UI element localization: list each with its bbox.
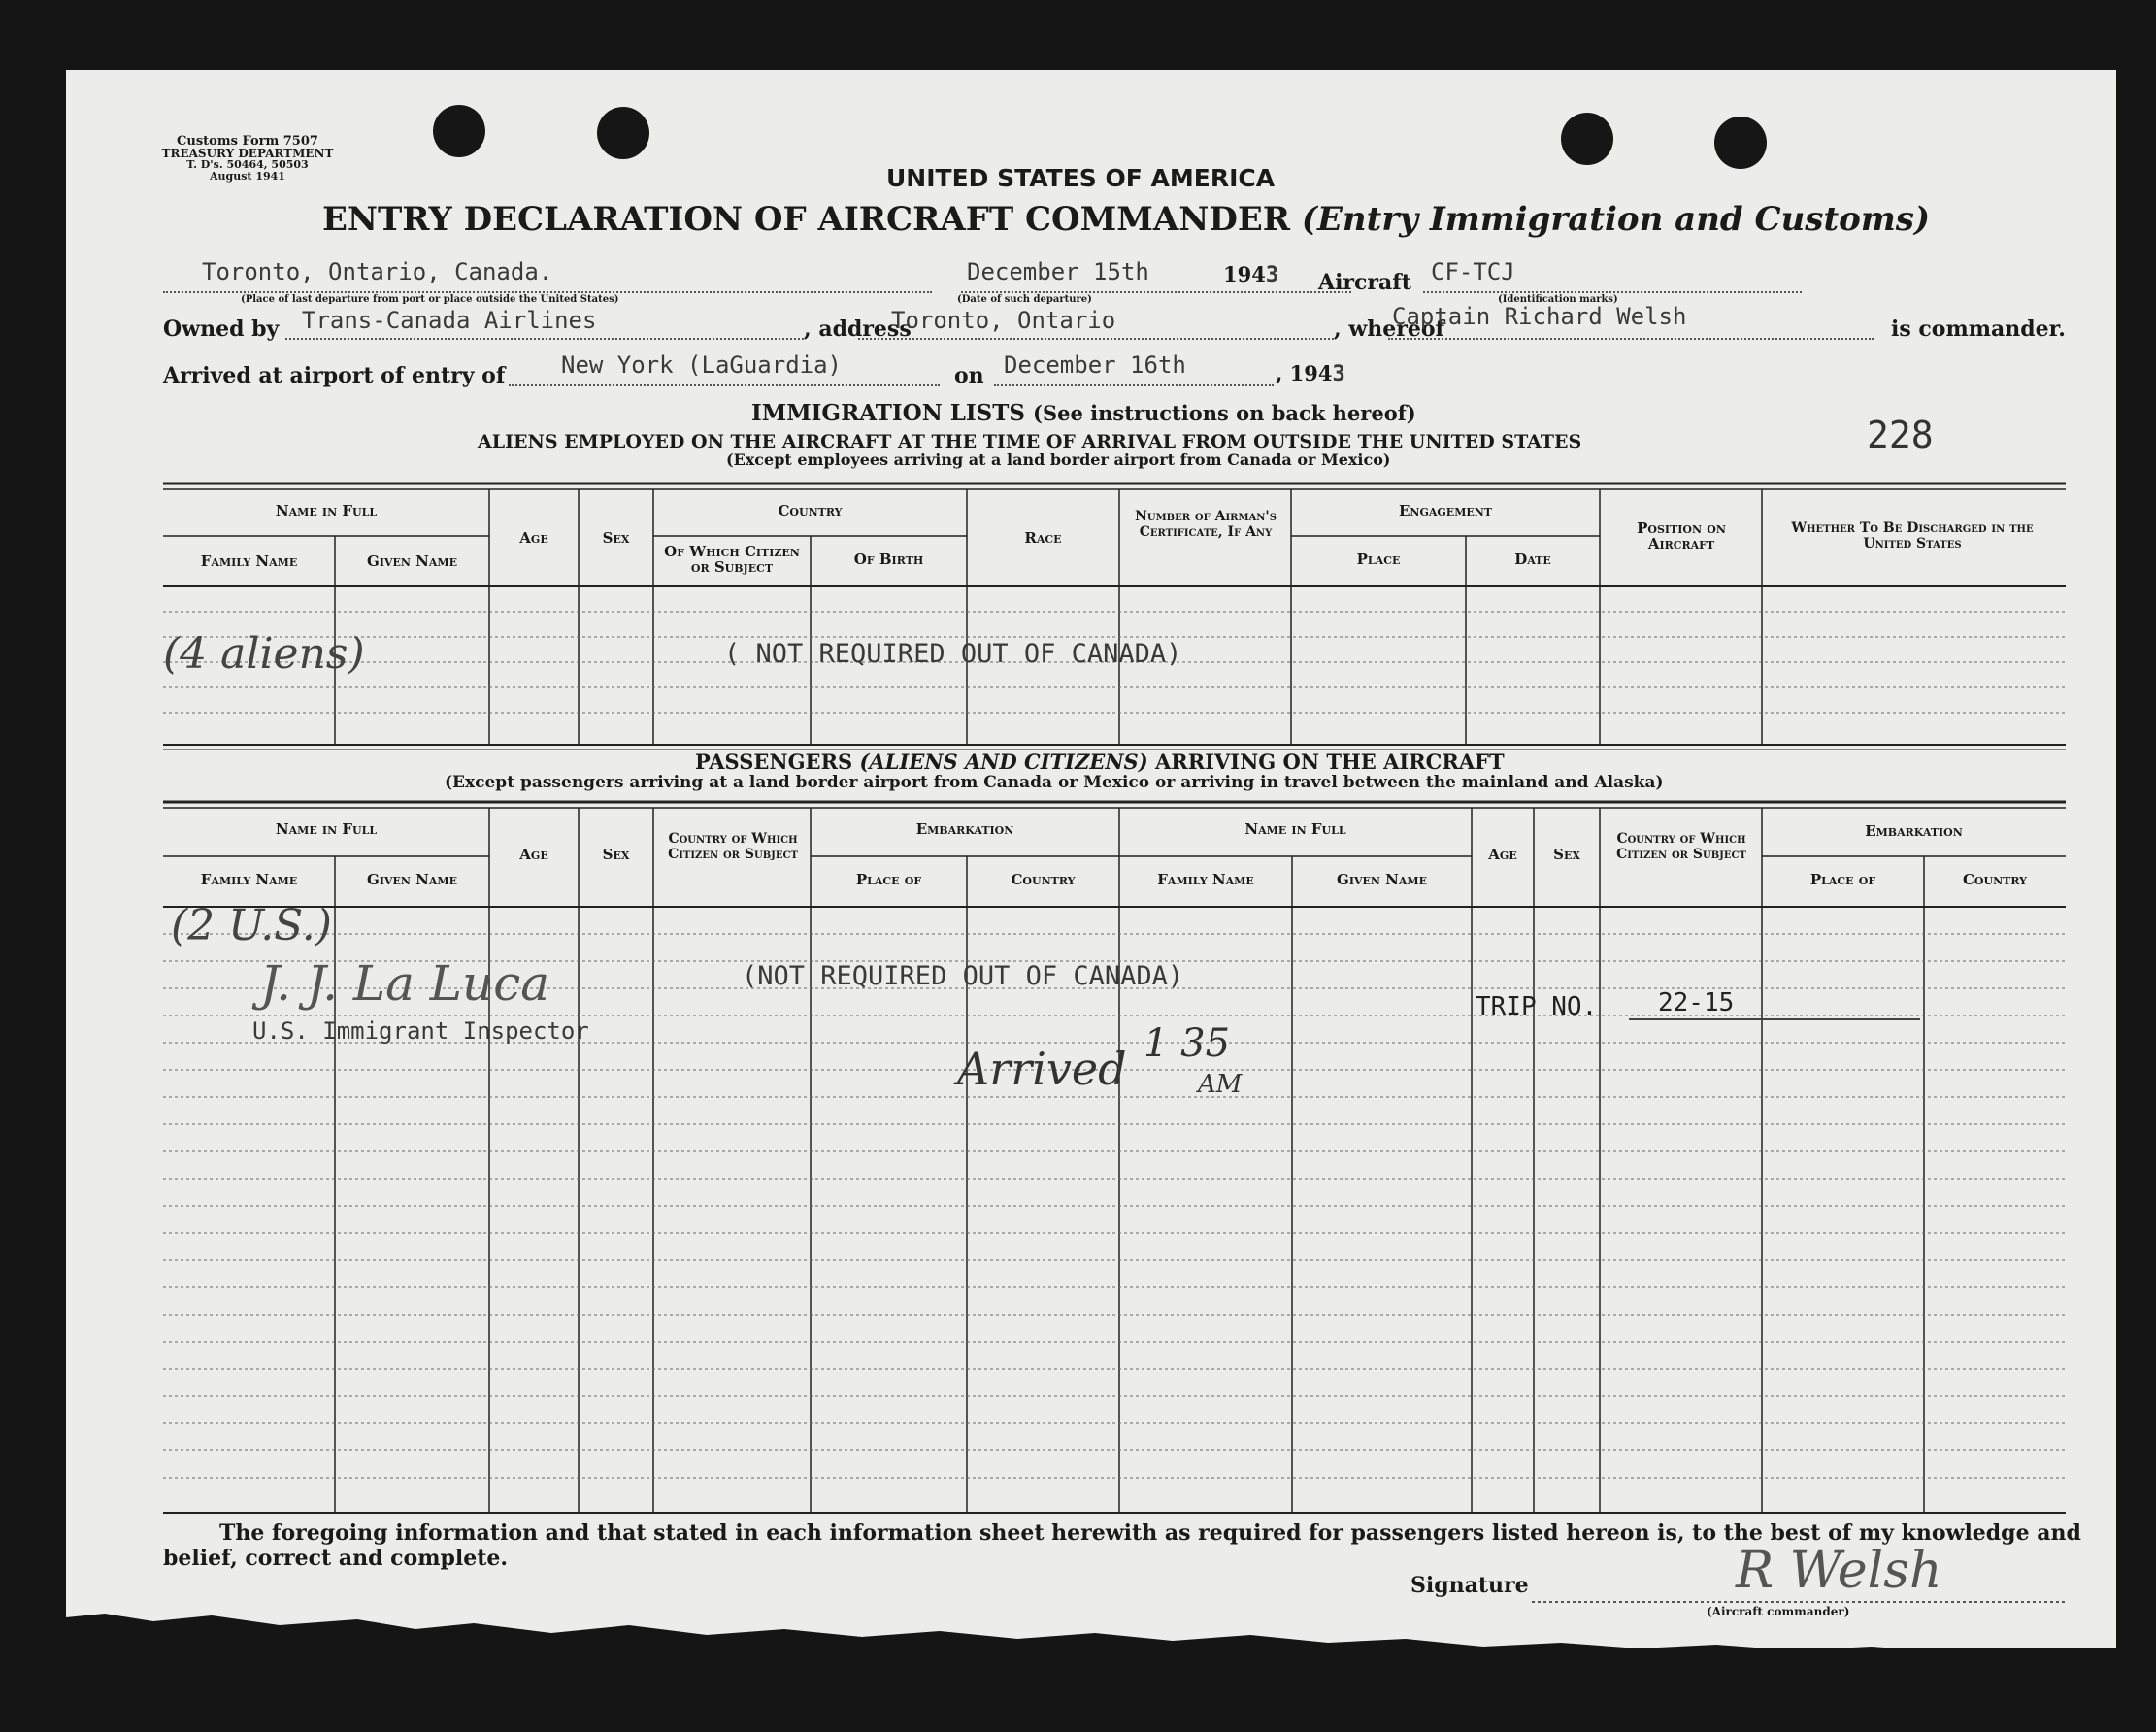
arrival-on-label: on	[954, 363, 984, 388]
trip-value: 22-15	[1658, 988, 1735, 1017]
declaration-form	[66, 70, 2116, 1648]
form-title-main: ENTRY DECLARATION OF AIRCRAFT COMMANDER	[322, 200, 1291, 239]
crew-header-place: Place	[1356, 550, 1401, 568]
immigration-heading-note: (See instructions on back hereof)	[1033, 401, 1416, 425]
arrived-note: Arrived	[957, 1043, 1127, 1095]
pax-header-sex: Sex	[602, 846, 630, 863]
pax-header-country-2: Country	[1962, 871, 2027, 888]
country-title: UNITED STATES OF AMERICA	[886, 164, 1276, 192]
commander-value: Captain Richard Welsh	[1392, 303, 1687, 330]
passengers-heading	[695, 749, 1505, 774]
arrived-time-num: 1 35	[1144, 1021, 1231, 1066]
passengers-heading-main: PASSENGERS	[695, 749, 853, 774]
pax-header-given-name: Given Name	[367, 871, 457, 888]
departure-date-value: December 15th	[967, 258, 1149, 285]
immigration-heading-main: IMMIGRATION LISTS	[751, 400, 1025, 426]
signature-caption: (Aircraft commander)	[1707, 1605, 1850, 1618]
departure-date-caption: (Date of such departure)	[957, 294, 1092, 305]
aliens-heading: ALIENS EMPLOYED ON THE AIRCRAFT AT THE TIME OF ARRIVAL FROM OUTSIDE THE UNITED STATES	[478, 431, 1582, 452]
arrived-label: Arrived at airport of entry of	[163, 363, 506, 388]
aircraft-value: CF-TCJ	[1431, 258, 1515, 285]
pax-header-embarkation: Embarkation	[915, 820, 1014, 838]
pax-header-place-of-2: Place of	[1809, 871, 1876, 888]
arrival-airport-value: New York (LaGuardia)	[561, 351, 842, 379]
departure-year-prefix: 194	[1223, 262, 1266, 286]
crew-header-sex: Sex	[602, 529, 630, 547]
passengers-note: (Except passengers arriving at a land border airport from Canada or Mexico or arriving in travel between the mainland and Alaska)	[445, 773, 1664, 792]
pax-header-place-of: Place of	[855, 871, 922, 888]
crew-header-given-name: Given Name	[367, 552, 457, 570]
inspector-title: U.S. Immigrant Inspector	[252, 1017, 589, 1045]
commander-suffix: is commander.	[1891, 316, 2066, 342]
pax-header-age-2: Age	[1488, 846, 1517, 863]
commander-signature: R Welsh	[1736, 1542, 1942, 1600]
arrival-date-value: December 16th	[1004, 351, 1186, 379]
crew-header-airman-cert: Number of Airman's Certificate, If Any	[1135, 509, 1277, 540]
form-department: TREASURY DEPARTMENT	[161, 147, 334, 160]
crew-header-age: Age	[519, 529, 548, 547]
crew-columns	[335, 489, 1762, 745]
pax-header-country: Country	[1011, 871, 1076, 888]
pax-header-name-in-full-2: Name in Full	[1244, 820, 1346, 838]
crew-header-of-birth: Of Birth	[853, 550, 924, 568]
pax-header-given-name-2: Given Name	[1337, 871, 1427, 888]
aircraft-caption: (Identification marks)	[1498, 294, 1618, 305]
pax-header-country-citizen: Country of Which Citizen or Subject	[668, 831, 798, 862]
arrived-time-ampm: AM	[1198, 1070, 1243, 1099]
departure-year-digit: 3	[1265, 263, 1279, 287]
crew-header-citizen-of: Of Which Citizen or Subject	[664, 543, 800, 576]
arrival-year-prefix: , 194	[1276, 361, 1333, 385]
aliens-note: (Except employees arriving at a land border airport from Canada or Mexico)	[726, 450, 1391, 469]
arrival-year-digit: 3	[1332, 362, 1345, 386]
form-date: August 1941	[210, 170, 285, 183]
crew-handwritten-count: (4 aliens)	[163, 629, 365, 679]
crew-header-discharged: Whether To Be Discharged in the United States	[1791, 520, 2034, 551]
passengers-heading-tail: ARRIVING ON THE AIRCRAFT	[1154, 749, 1505, 774]
certification-line-2: belief, correct and complete.	[163, 1546, 509, 1571]
pax-stamp: (NOT REQUIRED OUT OF CANADA)	[742, 961, 1184, 991]
address-value: Toronto, Ontario	[891, 307, 1116, 334]
crew-header-engagement: Engagement	[1399, 502, 1492, 519]
owned-by-value: Trans-Canada Airlines	[302, 307, 597, 334]
passengers-heading-italic: (ALIENS AND CITIZENS)	[859, 749, 1148, 774]
passenger-dotted-rows	[163, 934, 2066, 1478]
pax-handwritten-count: (2 U.S.)	[171, 901, 332, 950]
torn-edge	[66, 1596, 2116, 1648]
address-label: , address	[804, 316, 912, 342]
certification-line-1: The foregoing information and that stated in each information sheet herewith as required for passengers listed hereon is, to the best of my knowledge and	[219, 1520, 2081, 1546]
pax-header-name-in-full: Name in Full	[275, 820, 378, 838]
aircraft-label: Aircraft	[1318, 270, 1411, 295]
pax-header-family-name: Family Name	[200, 871, 298, 888]
pax-header-embarkation-2: Embarkation	[1865, 822, 1963, 840]
crew-header-race: Race	[1024, 529, 1062, 547]
form-sequence-number: 228	[1867, 414, 1934, 456]
pax-header-age: Age	[519, 846, 548, 863]
signature-label: Signature	[1410, 1573, 1529, 1598]
crew-header-position: Position on Aircraft	[1637, 519, 1726, 552]
inspector-signature: J. J. La Luca	[260, 955, 550, 1012]
pax-header-sex-2: Sex	[1553, 846, 1580, 863]
crew-header-country: Country	[778, 502, 843, 519]
crew-header-name-in-full: Name in Full	[275, 502, 378, 519]
trip-label: TRIP NO.	[1476, 992, 1598, 1021]
form-title-paren: (Entry Immigration and Customs)	[1301, 200, 1931, 239]
departure-place-caption: (Place of last departure from port or place outside the United States)	[241, 294, 619, 305]
passenger-columns	[335, 808, 1924, 1513]
table-grid	[66, 70, 2116, 1648]
owned-by-label: Owned by	[163, 316, 280, 342]
form-td: T. D's. 50464, 50503	[186, 158, 309, 171]
pax-header-family-name-2: Family Name	[1157, 871, 1254, 888]
form-number: Customs Form 7507	[177, 134, 318, 149]
crew-stamp: ( NOT REQUIRED OUT OF CANADA)	[724, 639, 1182, 669]
departure-place-value: Toronto, Ontario, Canada.	[202, 258, 553, 285]
whereof-label: , whereof	[1334, 316, 1444, 342]
crew-header-date: Date	[1514, 550, 1551, 568]
pax-header-country-citizen-2: Country of Which Citizen or Subject	[1616, 831, 1746, 862]
crew-header-family-name: Family Name	[200, 552, 298, 570]
